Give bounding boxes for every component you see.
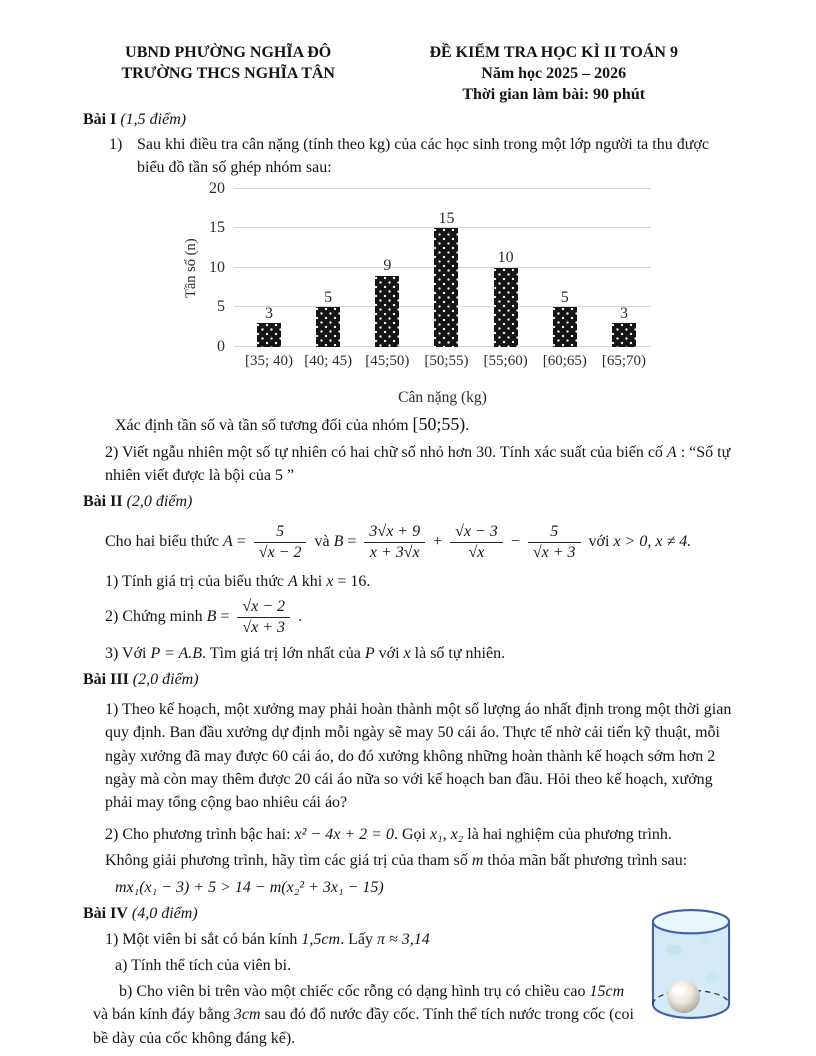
bai2-item1: 1) Tính giá trị của biểu thức A khi x = 16. (105, 572, 371, 590)
bai4-item-b: b) Cho viên bi trên vào một chiếc cốc rỗng có dạng hình trụ có chiều cao 15cm và bán kính đáy bằng 3cm sau đó đổ nước đầy cốc. Tính thể tích nước trong cốc (coi bề dày của cốc không đáng kể). (93, 983, 634, 1047)
category-label: [35; 40) (245, 352, 293, 369)
header-authority: UBND PHƯỜNG NGHĨA ĐÔ (125, 44, 332, 61)
category-label: [40; 45) (304, 352, 353, 369)
bai1-item2: 2) Viết ngẫu nhiên một số tự nhiên có hai chữ số nhỏ hơn 30. Tính xác suất của biến cố A : “Số tự nhiên viết được là bội của 5 ” (105, 444, 731, 485)
section-bai3-title: Bài III (83, 671, 129, 689)
chart-y-axis-title: Tần số (n) (183, 238, 199, 298)
bai3-item2-line1: 2) Cho phương trình bậc hai: x² − 4x + 2 = 0. Gọi x₁, x₂ là hai nghiệm của phương trình. (105, 826, 672, 844)
bai2-expressions: Cho hai biểu thức A = $\frac{5}{√x - 2}$ và B = $\frac{3√x + 9}{x + 3√x}$ + $\frac{√x - 3}{√x}$ − $\frac{5}{√x + 3}$ với x > 0, x ≠ 4. (105, 522, 692, 561)
section-bai2-title: Bài II (83, 493, 123, 511)
section-bai2-points: (2,0 điểm) (126, 493, 193, 511)
section-bai4-points: (4,0 điểm) (131, 904, 198, 922)
chart-categories (243, 351, 650, 373)
exam-duration: Thời gian làm bài: 90 phút (462, 86, 646, 104)
chart-yticks: 0 5 10 15 20 (209, 179, 226, 355)
section-bai3-points: (2,0 điểm) (132, 671, 199, 689)
section-bai1-title: Bài I (83, 111, 117, 129)
frequency-histogram (181, 179, 651, 409)
fraction: $\frac{5}{√x + 3}$ (528, 522, 581, 563)
histogram-bar: 3 (243, 189, 295, 347)
category-label: [50;55) (424, 352, 469, 369)
section-bai2-heading (83, 490, 736, 513)
bai4-item-a: a) Tính thể tích của viên bi. (115, 957, 292, 975)
bai1-item1-number: 1) (109, 135, 123, 153)
fraction: $\frac{3√x + 9}{x + 3√x}$ (364, 522, 425, 563)
bai1-item1-text: Sau khi điều tra cân nặng (tính theo kg) của các học sinh trong một lớp người ta thu được biểu đồ tần số ghép nhóm sau: (137, 135, 709, 176)
histogram-bar: 9 (361, 189, 413, 347)
histogram-bar: 5 (539, 189, 591, 347)
exam-year: Năm học 2025 – 2026 (481, 65, 627, 83)
exam-title: ĐỀ KIỂM TRA HỌC KÌ II TOÁN 9 (429, 44, 678, 61)
chart-plot (234, 189, 651, 347)
document-header (85, 42, 736, 105)
header-school: TRƯỜNG THCS NGHĨA TÂN (121, 65, 335, 83)
glass-cylinder-with-ball-image (648, 908, 734, 1020)
chart-bars (243, 189, 650, 347)
histogram-bar: 15 (420, 189, 472, 347)
bai3-inequality: mx₁(x₁ − 3) + 5 > 14 − m(x₂² + 3x₁ − 15) (115, 878, 384, 896)
histogram-bar: 10 (480, 189, 532, 347)
section-bai1-heading (83, 108, 736, 131)
bai1-item1 (109, 133, 736, 179)
chart-x-axis-title: Cân nặng (kg) (398, 388, 487, 406)
histogram-bar: 3 (598, 189, 650, 347)
bai2-item2: 2) Chứng minh B = $\frac{√x - 2}{√x + 3}$ . (105, 597, 303, 636)
fraction: $\frac{√x - 2}{√x + 3}$ (237, 597, 290, 638)
header-school-block (85, 42, 371, 105)
header-exam-block (371, 42, 736, 105)
category-label: [65;70) (601, 352, 647, 369)
bai4-item1: 1) Một viên bi sắt có bán kính 1,5cm. Lấy π ≈ 3,14 (105, 930, 430, 948)
section-bai1-points: (1,5 điểm) (120, 111, 187, 129)
section-bai3-heading (83, 668, 736, 691)
bai2-item3: 3) Với P = A.B. Tìm giá trị lớn nhất của P với x là số tự nhiên. (105, 644, 506, 662)
bai1-question-after-chart: Xác định tần số và tần số tương đối của nhóm [50;55). (115, 414, 470, 435)
histogram-bar: 5 (302, 189, 354, 347)
fraction: $\frac{5}{√x - 2}$ (254, 522, 307, 563)
section-bai4-title: Bài IV (83, 904, 128, 922)
section-bai4-heading (83, 902, 736, 925)
bai3-item2-line2: Không giải phương trình, hãy tìm các giá trị của tham số m thỏa mãn bất phương trình sau: (105, 852, 688, 870)
category-label: [45;50) (365, 352, 410, 369)
fraction: $\frac{√x - 3}{√x}$ (450, 522, 503, 563)
category-label: [60;65) (542, 352, 587, 369)
category-label: [55;60) (483, 352, 528, 369)
bai3-item1: 1) Theo kế hoạch, một xưởng may phải hoàn thành một số lượng áo nhất định trong một thời gian quy định. Ban đầu xưởng dự định mỗi ngày sẽ may 50 cái áo. Thực tế nhờ cải tiến kỹ thuật, mỗi ngày xưởng đã may được 60 cái áo, do đó xưởng không những hoàn thành kế hoạch sớm hơn 2 ngày mà còn may thêm được 20 cái áo nữa so với kế hoạch ban đầu. Hỏi theo kế hoạch, xưởng phải may tổng cộng bao nhiêu cái áo? (105, 701, 732, 811)
